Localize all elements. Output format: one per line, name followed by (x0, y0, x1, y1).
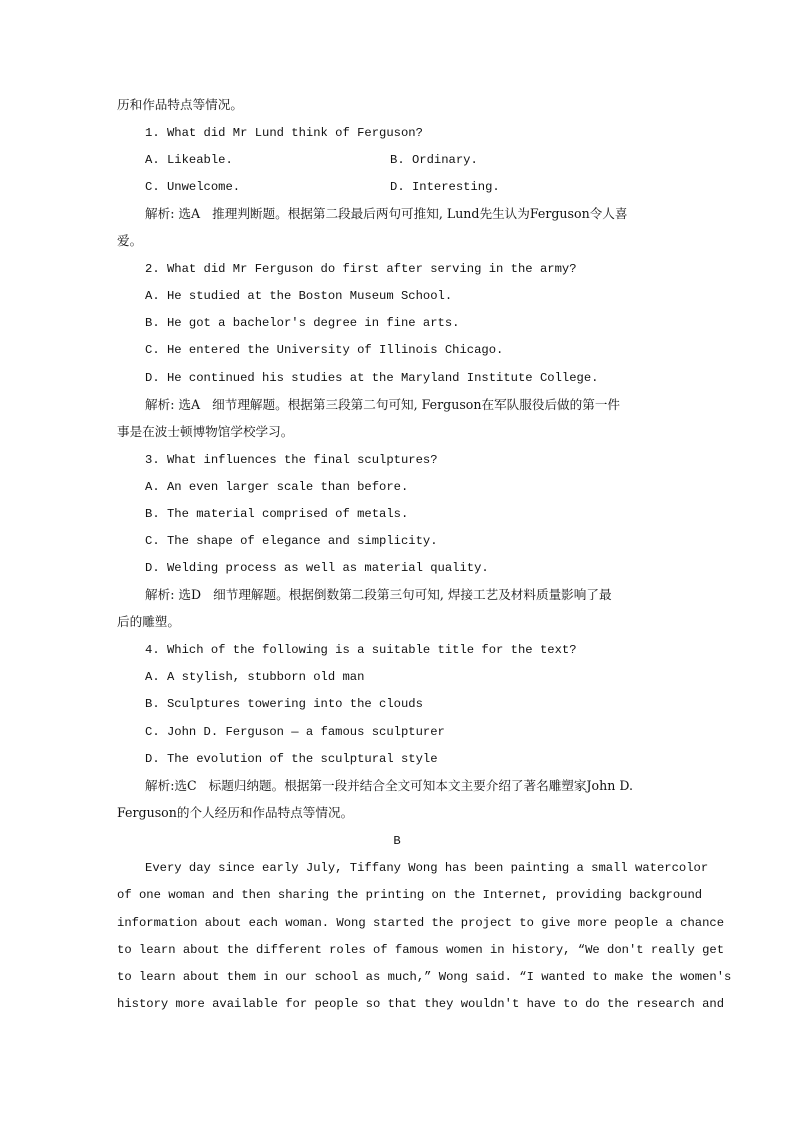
question-1-option-d: D. Interesting. (390, 180, 500, 194)
question-1-analysis-cont: 爱。 (117, 233, 143, 248)
section-b-heading: B (393, 834, 401, 848)
question-4-analysis-cont: Ferguson的个人经历和作品特点等情况。 (117, 805, 354, 820)
passage-line: to learn about them in our school as much,” Wong said. “I wanted to make the women's (117, 970, 732, 985)
question-2-option-a: A. He studied at the Boston Museum School. (145, 289, 453, 303)
question-3-option-d: D. Welding process as well as material quality. (145, 561, 489, 575)
question-2-option-c: C. He entered the University of Illinois Chicago. (145, 343, 504, 357)
passage-line: of one woman and then sharing the printing on the Internet, providing background (117, 888, 703, 903)
question-2-stem: 2. What did Mr Ferguson do first after serving in the army? (145, 262, 577, 276)
question-4-option-b: B. Sculptures towering into the clouds (145, 697, 423, 711)
question-3-option-a: A. An even larger scale than before. (145, 480, 409, 494)
question-1-stem: 1. What did Mr Lund think of Ferguson? (145, 126, 423, 140)
passage-line: Every day since early July, Tiffany Wong has been painting a small watercolor (145, 861, 709, 875)
question-1-option-b: B. Ordinary. (390, 153, 478, 167)
question-3-stem: 3. What influences the final sculptures? (145, 453, 438, 467)
intro-tail: 历和作品特点等情况。 (117, 97, 243, 112)
question-1-option-c: C. Unwelcome. (145, 180, 241, 194)
question-1-option-a: A. Likeable. (145, 153, 233, 167)
question-3-option-c: C. The shape of elegance and simplicity. (145, 534, 438, 548)
section-b-passage (117, 860, 732, 1024)
passage-line: history more available for people so that they wouldn't have to do the research and (117, 997, 725, 1012)
question-3-analysis-cont: 后的雕塑。 (117, 614, 180, 629)
question-3-analysis: 解析: 选D 细节理解题。根据倒数第二段第三句可知, 焊接工艺及材料质量影响了最 (145, 587, 612, 602)
question-4-analysis: 解析:选C 标题归纳题。根据第一段并结合全文可知本文主要介绍了著名雕塑家John D. (145, 778, 633, 793)
question-4-stem: 4. Which of the following is a suitable title for the text? (145, 643, 577, 657)
question-1-analysis: 解析: 选A 推理判断题。根据第二段最后两句可推知, Lund先生认为Ferguson令人喜 (145, 206, 628, 221)
question-4-option-a: A. A stylish, stubborn old man (145, 670, 365, 684)
question-2-analysis: 解析: 选A 细节理解题。根据第三段第二句可知, Ferguson在军队服役后做的第一件 (145, 397, 621, 412)
question-3-option-b: B. The material comprised of metals. (145, 507, 409, 521)
question-2-option-d: D. He continued his studies at the Maryland Institute College. (145, 371, 599, 385)
question-2-analysis-cont: 事是在波士顿博物馆学校学习。 (117, 424, 294, 439)
passage-line: to learn about the different roles of famous women in history, “We don't really get (117, 942, 725, 957)
question-4-option-c: C. John D. Ferguson — a famous sculpturer (145, 725, 445, 739)
question-2-option-b: B. He got a bachelor's degree in fine arts. (145, 316, 460, 330)
question-4-option-d: D. The evolution of the sculptural style (145, 752, 438, 766)
passage-line: information about each woman. Wong started the project to give more people a chance (117, 915, 725, 930)
